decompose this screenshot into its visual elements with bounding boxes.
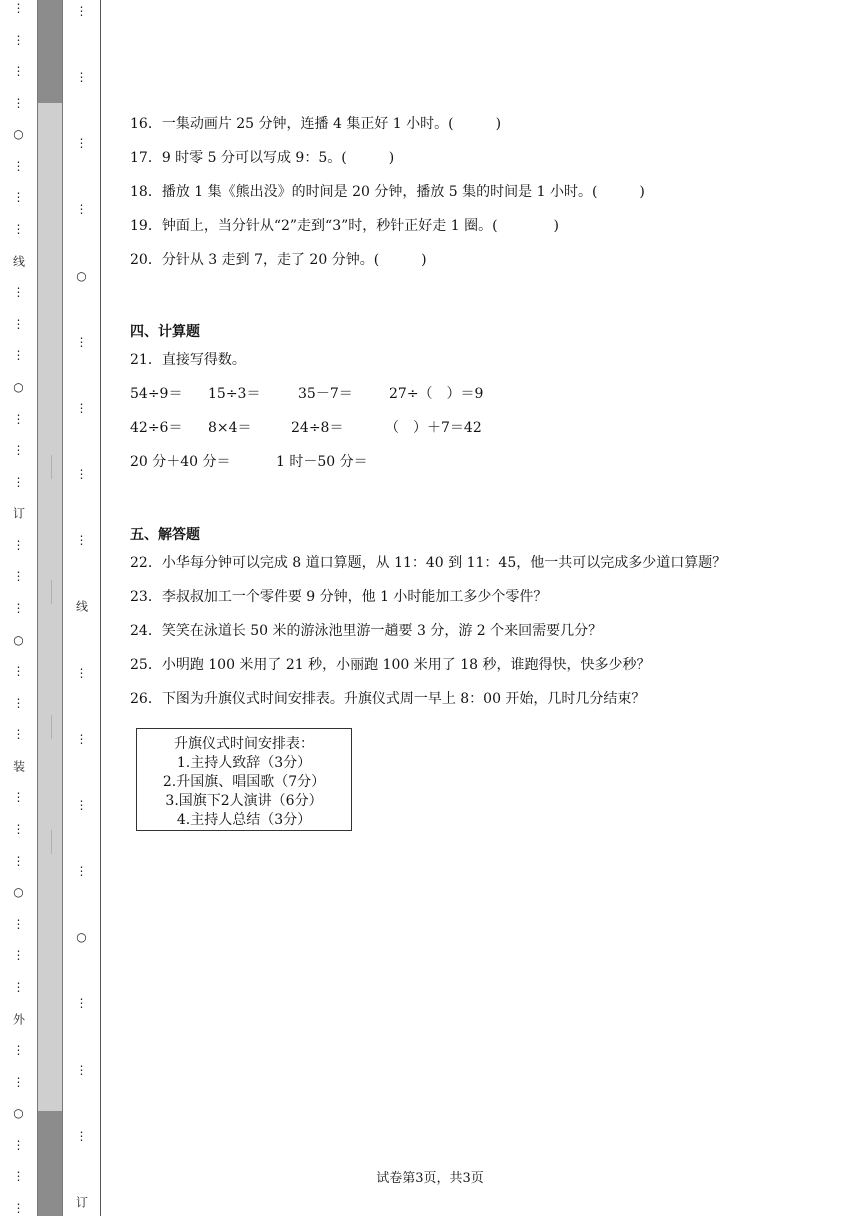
binding-strip-inner	[63, 0, 101, 1216]
dots: ⋮	[12, 916, 25, 931]
gray-band-dots: …………	[49, 715, 56, 739]
dots: ⋮	[75, 731, 88, 746]
section-heading-calculation: 四、计算题	[130, 324, 200, 340]
ceremony-schedule-box	[136, 728, 352, 831]
dots: ⋮	[12, 443, 25, 458]
calc-item: 24÷8＝	[291, 420, 344, 436]
calc-item: 15÷3＝	[208, 386, 261, 402]
circle-mark: ○	[76, 930, 87, 945]
dots: ⋮	[12, 790, 25, 805]
dots: ⋮	[12, 95, 25, 110]
gray-band-dots: …………	[49, 580, 56, 604]
dots: ⋮	[12, 1137, 25, 1152]
dots: ⋮	[75, 334, 88, 349]
dots: ⋮	[12, 537, 25, 552]
dots: ⋮	[12, 32, 25, 47]
question-22: 22．小华每分钟可以完成 8 道口算题，从 11：40 到 11：45，他一共可以完成多少道口算题？	[130, 555, 727, 571]
dots: ⋮	[12, 348, 25, 363]
dots: ⋮	[12, 190, 25, 205]
calc-item: 27÷（ ）＝9	[389, 386, 484, 402]
calc-item: 20 分＋40 分＝	[130, 454, 231, 470]
dots: ⋮	[75, 1128, 88, 1143]
binding-label-xian-inner: 线	[74, 600, 89, 613]
schedule-item: 2.升国旗、唱国歌（7分）	[162, 774, 326, 790]
dots: ⋮	[12, 1200, 25, 1215]
schedule-title: 升旗仪式时间安排表：	[174, 736, 314, 752]
dots: ⋮	[75, 533, 88, 548]
dots: ⋮	[75, 202, 88, 217]
calc-item: （ ）＋7＝42	[385, 420, 482, 436]
page-footer: 试卷第3页，共3页	[376, 1171, 484, 1186]
question-18: 18．播放 1 集《熊出没》的时间是 20 分钟，播放 5 集的时间是 1 小时。( )	[130, 184, 645, 200]
dots: ⋮	[12, 64, 25, 79]
dots: ⋮	[12, 569, 25, 584]
binding-gray-band	[37, 0, 63, 1216]
schedule-item: 3.国旗下2人演讲（6分）	[165, 793, 323, 809]
dots: ⋮	[12, 158, 25, 173]
question-20: 20．分针从 3 走到 7，走了 20 分钟。( )	[130, 252, 427, 268]
circle-mark: ○	[13, 379, 24, 394]
dots: ⋮	[75, 996, 88, 1011]
dots: ⋮	[12, 822, 25, 837]
dots: ⋮	[75, 864, 88, 879]
gray-band-dots: …………	[49, 455, 56, 479]
circle-mark: ○	[13, 127, 24, 142]
dots: ⋮	[12, 695, 25, 710]
schedule-item: 4.主持人总结（3分）	[176, 812, 312, 828]
dots: ⋮	[75, 400, 88, 415]
dots: ⋮	[12, 411, 25, 426]
question-16: 16．一集动画片 25 分钟，连播 4 集正好 1 小时。( )	[130, 116, 502, 132]
binding-label-xian: 线	[11, 254, 26, 267]
binding-label-ding: 订	[11, 507, 26, 520]
dots: ⋮	[75, 4, 88, 18]
question-26: 26．下图为升旗仪式时间安排表。升旗仪式周一早上 8：00 开始，几时几分结束？	[130, 691, 646, 707]
dots: ⋮	[12, 979, 25, 994]
dots: ⋮	[12, 285, 25, 300]
section-heading-solutions: 五、解答题	[130, 527, 200, 543]
circle-mark: ○	[13, 1106, 24, 1121]
binding-label-wai: 外	[11, 1012, 26, 1025]
gray-band-dark-bottom	[38, 1111, 62, 1216]
dots: ⋮	[12, 1074, 25, 1089]
dots: ⋮	[12, 600, 25, 615]
gray-band-dark-top	[38, 0, 62, 103]
calc-item: 35－7＝	[298, 386, 353, 402]
binding-strip-outer	[0, 0, 37, 1216]
calc-item: 42÷6＝	[130, 420, 183, 436]
dots: ⋮	[75, 467, 88, 482]
dots: ⋮	[12, 316, 25, 331]
dots: ⋮	[12, 1043, 25, 1058]
question-21: 21．直接写得数。	[130, 352, 246, 368]
dots: ⋮	[12, 948, 25, 963]
calc-item: 1 时－50 分＝	[276, 454, 368, 470]
question-17: 17．9 时零 5 分可以写成 9：5。( )	[130, 150, 395, 166]
calc-item: 54÷9＝	[130, 386, 183, 402]
gray-band-dots: …………	[49, 830, 56, 854]
dots: ⋮	[12, 727, 25, 742]
dots: ⋮	[75, 1062, 88, 1077]
calc-item: 8×4＝	[208, 420, 252, 436]
binding-label-zhuang: 装	[11, 759, 26, 772]
dots: ⋮	[75, 70, 88, 85]
circle-mark: ○	[13, 632, 24, 647]
binding-label-ding-inner: 订	[74, 1195, 89, 1208]
dots: ⋮	[75, 665, 88, 680]
question-23: 23．李叔叔加工一个零件要 9 分钟，他 1 小时能加工多少个零件？	[130, 589, 548, 605]
dots: ⋮	[12, 1169, 25, 1184]
circle-mark: ○	[13, 885, 24, 900]
dots: ⋮	[12, 1, 25, 15]
dots: ⋮	[12, 474, 25, 489]
dots: ⋮	[12, 222, 25, 237]
dots: ⋮	[12, 664, 25, 679]
question-25: 25．小明跑 100 米用了 21 秒，小丽跑 100 米用了 18 秒，谁跑得快，快多少秒？	[130, 657, 651, 673]
dots: ⋮	[75, 136, 88, 151]
dots: ⋮	[75, 797, 88, 812]
schedule-item: 1.主持人致辞（3分）	[176, 755, 312, 771]
dots: ⋮	[12, 853, 25, 868]
circle-mark: ○	[76, 268, 87, 283]
question-19: 19．钟面上，当分针从“2”走到“3”时，秒针正好走 1 圈。( )	[130, 218, 559, 234]
question-24: 24．笑笑在泳道长 50 米的游泳池里游一趟要 3 分，游 2 个来回需要几分？	[130, 623, 603, 639]
